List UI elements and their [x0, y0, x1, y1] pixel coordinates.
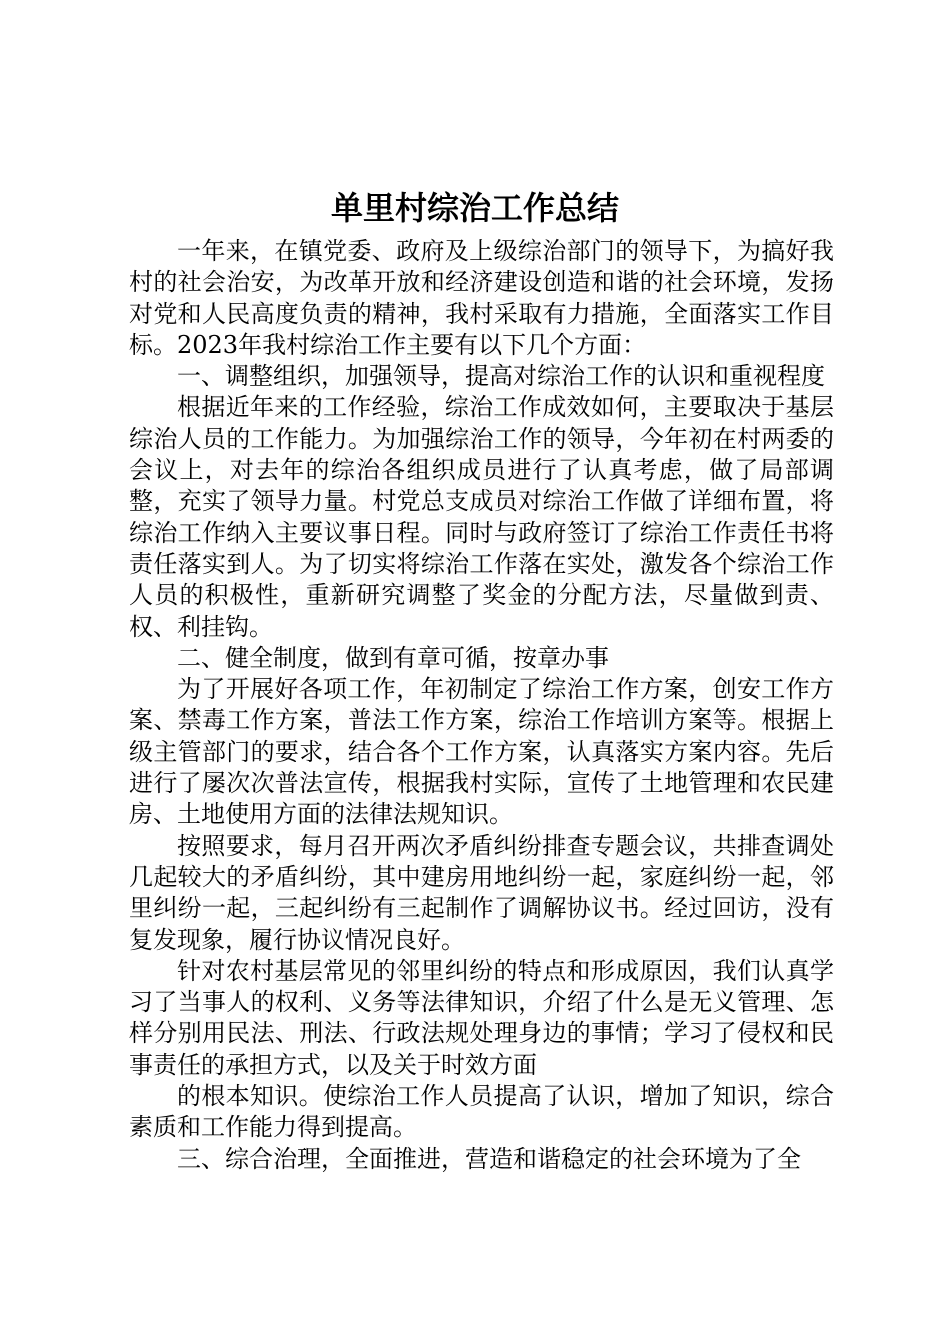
- paragraph-section-2-plans: 为了开展好各项工作，年初制定了综治工作方案，创安工作方案、禁毒工作方案，普法工作方案，综治工作培训方案等。根据上级主管部门的要求，结合各个工作方案，认真落实方案内容。先后进行了屡次次普法宣传，根据我村实际，宣传了土地管理和农民建房、土地使用方面的法律法规知识。: [129, 675, 834, 829]
- paragraph-section-2-training: 针对农村基层常见的邻里纠纷的特点和形成原因，我们认真学习了当事人的权利、义务等法律知识，介绍了什么是无义管理、怎样分别用民法、刑法、行政法规处理身边的事情；学习了侵权和民事责任的承担方式，以及关于时效方面: [129, 956, 834, 1079]
- section-heading-1: 一、调整组织，加强领导，提高对综治工作的认识和重视程度: [177, 362, 825, 391]
- paragraph-section-2-disputes: 按照要求，每月召开两次矛盾纠纷排查专题会议，共排查调处几起较大的矛盾纠纷，其中建房用地纠纷一起，家庭纠纷一起，邻里纠纷一起，三起纠纷有三起制作了调解协议书。经过回访，没有复发现象，履行协议情况良好。: [129, 831, 834, 954]
- document-body: [129, 236, 834, 1175]
- document-title: 单里村综治工作总结: [330, 189, 619, 227]
- paragraph-section-1: 根据近年来的工作经验，综治工作成效如何，主要取决于基层综治人员的工作能力。为加强综治工作的领导，今年初在村两委的会议上，对去年的综治各组织成员进行了认真考虑，做了局部调整，充实了领导力量。村党总支成员对综治工作做了详细布置，将综治工作纳入主要议事日程。同时与政府签订了综治工作责任书将责任落实到人。为了切实将综治工作落在实处，激发各个综治工作人员的积极性，重新研究调整了奖金的分配方法，尽量做到责、权、利挂钩。: [129, 393, 834, 641]
- section-heading-3: 三、综合治理，全面推进，营造和谐稳定的社会环境为了全: [177, 1144, 801, 1173]
- section-heading-2: 二、健全制度，做到有章可循，按章办事: [177, 643, 609, 672]
- paragraph-intro: 一年来，在镇党委、政府及上级综治部门的领导下，为搞好我村的社会治安，为改革开放和经济建设创造和谐的社会环境，发扬对党和人民高度负责的精神，我村采取有力措施，全面落实工作目标。2023年我村综治工作主要有以下几个方面：: [129, 237, 834, 359]
- paragraph-section-2-knowledge: 的根本知识。使综治工作人员提高了认识，增加了知识，综合素质和工作能力得到提高。: [129, 1082, 834, 1142]
